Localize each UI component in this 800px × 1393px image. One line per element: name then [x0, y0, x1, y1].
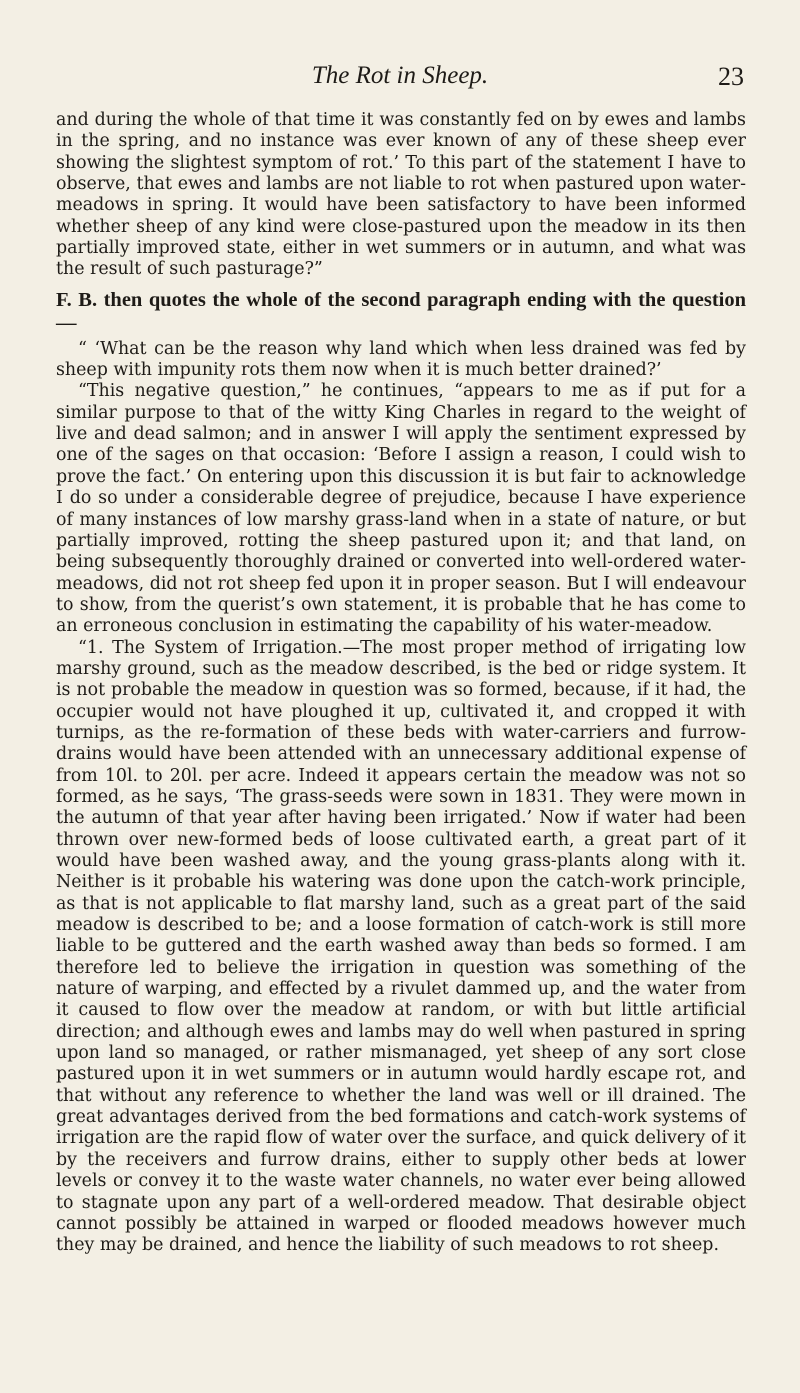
paragraph-lead: F. B. then quotes the whole of the second paragraph ending with the question— — [56, 288, 746, 334]
paragraph-irrigation-system: “1. The System of Irrigation.—The most proper method of irrigating low marshy ground, such as the meadow described, is the bed or ridge system. It is not probable the meadow in question was so formed, because, if it had, the occupier would not have ploughed it up, cultivated it, and cropped it with turnips, as the re-formation of these beds with water-carriers and furrow-drains would have been attended with an unnecessary additional expense of from 10l. to 20l. per acre. Indeed it appears certain the meadow was not so formed, as he says, ‘The grass-seeds were sown in 1831. They were mown in the autumn of that year after having been irrigated.’ Now if water had been thrown over new-formed beds of loose cultivated earth, a great part of it would have been washed away, and the young grass-plants along with it. Neither is it probable his watering was done upon the catch-work principle, as that is not applicable to flat marshy land, such as a great part of the said meadow is described to be; and a loose formation of catch-work is still more liable to be guttered and the earth washed away than beds so formed. I am therefore led to believe the irrigation in question was something of the nature of warping, and effected by a rivulet dammed up, and the water from it caused to flow over the meadow at random, or with but little artificial direction; and although ewes and lambs may do well when pastured in spring upon land so managed, or rather mismanaged, yet sheep of any sort close pastured upon it in wet summers or in autumn would hardly escape rot, and that without any reference to whether the land was well or ill drained. The great advantages derived from the bed formations and catch-work systems of irrigation are the rapid flow of water over the surface, and quick delivery of it by the receivers and furrow drains, either to supply other beds at lower levels or convey it to the waste water channels, no water ever being allowed to stagnate upon any part of a well-ordered meadow. That desirable object cannot possibly be attained in warped or flooded meadows however much they may be drained, and hence the liability of such meadows to rot sheep. — [56, 637, 746, 1256]
running-title: The Rot in Sheep. — [311, 62, 489, 89]
paragraph-reply: “This negative question,” he continues, “appears to me as if put for a similar purpose to that of the witty King Charles in regard to the weight of live and dead salmon; and in answer I will apply the sentiment expressed by one of the sages on that occasion: ‘Before I assign a reason, I could wish to prove the fact.’ On entering upon this discussion it is but fair to acknowledge I do so under a considerable degree of prejudice, because I have experience of many instances of low marshy grass-land when in a state of nature, or but partially improved, rotting the sheep pastured upon it; and that land, on being subsequently thoroughly drained or converted into well-ordered water-meadows, did not rot sheep fed upon it in proper season. But I will endeavour to show, from the querist’s own statement, it is probable that he has come to an erroneous conclusion in estimating the capability of his water-meadow. — [56, 381, 746, 637]
body-text — [56, 110, 746, 1257]
page-header — [56, 62, 744, 102]
paragraph-quoted-question: “ ‘What can be the reason why land which when less drained was fed by sheep with impunity rots them now when it is much better drained?’ — [56, 338, 746, 381]
page-number: 23 — [718, 62, 744, 91]
paragraph-continued: and during the whole of that time it was constantly fed on by ewes and lambs in the spring, and no instance was ever known of any of these sheep ever showing the slightest symptom of rot.’ To this part of the statement I have to observe, that ewes and lambs are not liable to rot when pastured upon water-meadows in spring. It would have been satisfactory to have been informed whether sheep of any kind were close-pastured upon the meadow in its then partially improved state, either in wet summers or in autumn, and what was the result of such pasturage?” — [56, 110, 746, 280]
